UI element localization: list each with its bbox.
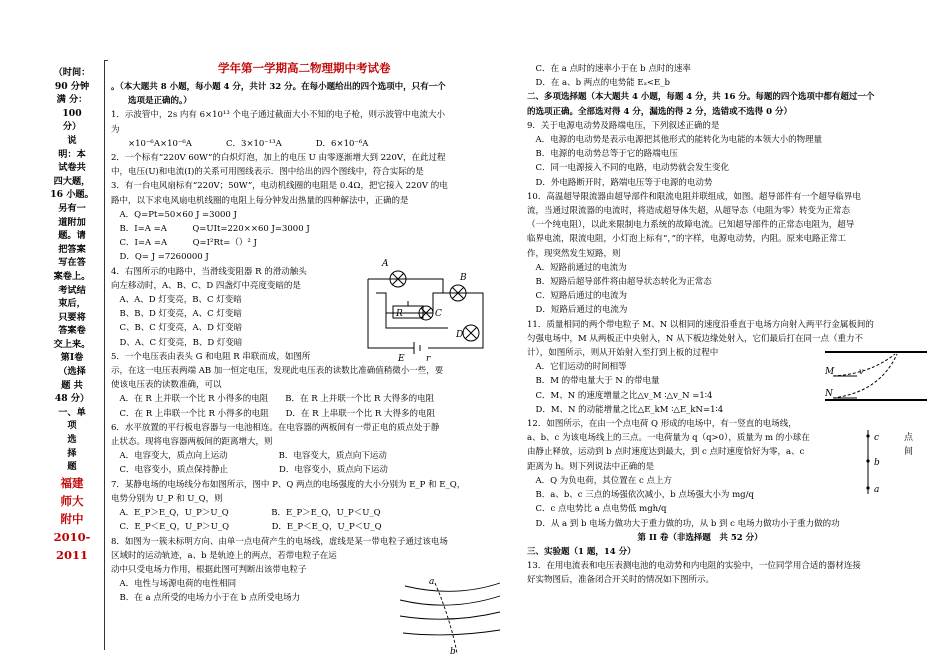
question-line: 使该电压表的读数准确，可以 bbox=[111, 380, 222, 391]
sidebar-instruction-line: 交上来。 bbox=[53, 338, 91, 350]
question-line: C．在 R 上串联一个比 R 小得多的电阻 D．在 R 上串联一个比 R 大得多的电阻 bbox=[111, 408, 436, 419]
question-line: 中，电压(U)和电流(I)的关系可用图线表示．图中给出的四个图线中，符合实际的是 bbox=[111, 167, 424, 178]
question-line: C．I=A =A Q=I²Rt=（）² J bbox=[111, 238, 257, 249]
school-name bbox=[42, 474, 102, 564]
question-line: B．在 a 点所受的电场力小于在 b 点所受电场力 bbox=[111, 593, 301, 604]
margin-divider-tick bbox=[104, 60, 108, 61]
sidebar-instruction-line: 束后， bbox=[58, 298, 86, 310]
parallel-plates-diagram bbox=[825, 346, 930, 406]
question-line: 的选项正确。全部选对得 4 分，漏选的得 2 分，选错或不选得 0 分） bbox=[527, 106, 793, 117]
exam-time-info bbox=[42, 66, 102, 134]
question-line: D．外电路断开时，路端电压等于电源的电动势 bbox=[527, 177, 713, 188]
right-column bbox=[527, 62, 927, 588]
sidebar-instruction-line: 考试结 bbox=[58, 284, 86, 296]
question-line: 10．高温超导限流器由超导部件和限流电阻并联组成，如图。超导部件有一个超导临界电 bbox=[527, 191, 861, 202]
question-line: 5．一个电压表由表头 G 和电阻 R 串联而成，如图所 bbox=[111, 351, 311, 362]
sidebar-instruction-line: （选择 bbox=[58, 366, 86, 378]
question-line: 9．关于电源电动势及路端电压，下列叙述正确的是 bbox=[527, 120, 720, 131]
question-line: C．电容变小，质点保持静止 D．电容变小，质点向下运动 bbox=[111, 465, 388, 476]
sidebar-instruction-line: 项 bbox=[67, 420, 77, 432]
particle-m-label: M bbox=[825, 367, 835, 377]
exam-info-sidebar bbox=[42, 66, 102, 564]
question-line: 选项是正确的。） bbox=[111, 96, 192, 107]
question-line: 二、多项选择题（本大题共 4 小题，每题 4 分，共 16 分。每题的四个选项中都有超过一个 bbox=[527, 92, 875, 103]
question-line: 4．右图所示的电路中，当滑线变阻器 R 的滑动触头 bbox=[111, 266, 307, 277]
question-line: C．同一电源接入不同的电路，电动势就会发生变化 bbox=[527, 163, 730, 174]
question-line: 作，现突然发生短路，则 bbox=[527, 248, 621, 259]
question-line: A．电源的电动势是表示电源把其他形式的能转化为电能的本领大小的物理量 bbox=[527, 135, 823, 146]
question-line: C．M、N 的速度增量之比△v_M ∶△v_N =1∶4 bbox=[527, 390, 713, 401]
question-line: A．它们运动的时间相等 bbox=[527, 362, 627, 373]
question-line: 匀强电场中，M 从两板正中央射入，N 从下板边缘处射入，它们最后打在同一点（重力不 bbox=[527, 333, 864, 344]
sidebar-instruction-line: 择 bbox=[67, 447, 77, 459]
school-name-line: 附中 bbox=[60, 511, 84, 526]
question-line: D．从 a 到 b 电场力做功大于重力做的功，从 b 到 c 电场力做功小于重力做的功 bbox=[527, 518, 840, 529]
question-line: 。（本大题共 8 小题，每小题 4 分，共计 32 分。在每小题给出的四个选项中，只有一个 bbox=[111, 82, 446, 92]
circuit-diagram bbox=[348, 253, 498, 368]
question-line: D．Q= J =7260000 J bbox=[111, 252, 209, 263]
sidebar-line: （时间： bbox=[53, 67, 91, 78]
question-line: B．短路后超导部件将由超导状态转化为正常态 bbox=[527, 277, 712, 288]
sidebar-instruction-line: 16 小题。 bbox=[50, 189, 94, 201]
question-line: D．在 a、b 两点的电势能 Eₐ<E_b bbox=[527, 78, 670, 89]
question-line: 13．在用电流表和电压表测电池的电动势和内电阻的实验中，一位同学用合适的器材连接 bbox=[527, 561, 861, 572]
question-line: D．M、N 的动能增量之比△E_kM ∶△E_kN=1∶4 bbox=[527, 404, 724, 415]
school-name-line: 师大 bbox=[60, 493, 84, 508]
question-line: A．Q 为负电荷，其位置在 c 点上方 bbox=[527, 475, 672, 486]
rheostat-label: R bbox=[396, 309, 403, 319]
question-line: A．E_P＞E_Q，U_P＞U_Q B．E_P＞E_Q，U_P＜U_Q bbox=[111, 508, 381, 519]
lamp-a-label: A bbox=[382, 259, 389, 269]
sidebar-instruction-line: 把答案 bbox=[58, 243, 86, 255]
question-line: 1．示波管中，2s 内有 6×10¹³ 个电子通过截面大小不知的电子枪，则示波管中电流大小 bbox=[111, 110, 445, 121]
question-line: （一个纯电阻），以此来限制电力系统的故障电流。已知超导部件的正常态电阻为，超导 bbox=[527, 220, 855, 231]
point-suffix-label: 点 bbox=[904, 433, 914, 443]
point-c-label: c bbox=[874, 433, 880, 443]
question-line: B．电源的电动势总等于它的路端电压 bbox=[527, 149, 678, 160]
lamp-b-label: B bbox=[460, 273, 467, 283]
sidebar-instruction-line: 答案卷 bbox=[58, 325, 86, 337]
sidebar-line: 满 分： bbox=[56, 94, 88, 106]
resistance-label: r bbox=[426, 354, 431, 364]
sidebar-instruction-line: 只要将 bbox=[58, 311, 86, 323]
question-line: A、A、D 灯变亮，B、C 灯变暗 bbox=[111, 295, 242, 306]
sidebar-line: 100 bbox=[62, 107, 82, 119]
question-line: C．E_P＜E_Q，U_P＞U_Q D．E_P＜E_Q，U_P＜U_Q bbox=[111, 522, 382, 533]
question-line: B、B、D 灯变亮，A、C 灯变暗 bbox=[111, 309, 242, 320]
point-b-label: b bbox=[450, 647, 456, 657]
sidebar-instruction-line: 48 分） bbox=[54, 393, 90, 405]
sidebar-instruction-line: 明：本 bbox=[58, 148, 86, 160]
question-line: D．短路后通过的电流为 bbox=[527, 305, 628, 316]
particle-n-label: N bbox=[825, 389, 833, 399]
question-line: 2．一个标有“220V 60W”的白炽灯泡，加上的电压 U 由零逐渐增大到 220V，在此过程 bbox=[111, 153, 446, 164]
question-line: 12．如图所示，在由一个点电荷 Q 形成的电场中，有一竖直的电场线， bbox=[527, 419, 797, 430]
sidebar-line: 分） bbox=[62, 121, 82, 133]
question-line: D、A、C 灯变亮，B、D 灯变暗 bbox=[111, 337, 243, 348]
question-line: 路中，以下求电风扇电机线圈的电阻上每分钟发出热量的四种解法中，正确的是 bbox=[111, 195, 409, 206]
question-line: 11．质量相同的两个带电粒子 M、N 以相同的速度沿垂直于电场方向射入两平行金属板间的 bbox=[527, 319, 874, 330]
question-line: 示，在这一电压表两端 AB 加一恒定电压，发现此电压表的读数比准确值稍微小一些，要 bbox=[111, 366, 444, 377]
question-line: B．I=A =A Q=UIt=220××60 J=3000 J bbox=[111, 224, 310, 235]
sidebar-instruction-line: 题 共 bbox=[61, 379, 83, 391]
sidebar-instruction-line: 说 bbox=[67, 134, 77, 146]
question-line: 临界电流，限流电阻，小灯泡上标有“，”的字样，电源电动势，内阻。原来电路正常工 bbox=[527, 234, 846, 245]
question-line: 距离为 h。则下列说法中正确的是 bbox=[527, 461, 655, 472]
between-label: 间 bbox=[904, 447, 914, 457]
question-line: A．短路前通过的电流为 bbox=[527, 262, 627, 273]
exam-title: 学年第一学期高二物理期中考试卷 bbox=[218, 61, 391, 75]
exam-instructions bbox=[42, 134, 102, 474]
velocity-label: v bbox=[859, 367, 864, 376]
question-line: 止状态。现将电容器两板间的距离增大，则 bbox=[111, 437, 273, 448]
sidebar-line: 90 分钟 bbox=[54, 80, 90, 92]
question-line: 电势分别为 U_P 和 U_Q，则 bbox=[111, 493, 223, 504]
point-b-label: b bbox=[874, 458, 880, 468]
question-line: 向左移动时，A、B、C、D 四盏灯中亮度变暗的是 bbox=[111, 280, 301, 291]
emf-label: E bbox=[398, 354, 405, 364]
question-line: A．电性与场源电荷的电性相同 bbox=[111, 579, 237, 590]
question-line: a、b、c 为该电场线上的三点。一电荷量为 q（q>0），质量为 m 的小球在 bbox=[527, 433, 810, 444]
question-line: 6．水平放置的平行板电容器与一电池相连。在电容器的两板间有一带正电的质点处于静 bbox=[111, 422, 440, 433]
question-line: 为 bbox=[111, 124, 120, 135]
sidebar-instruction-line: 写在答 bbox=[58, 257, 86, 269]
question-line: 计），如图所示，则从开始射入至打到上板的过程中 bbox=[527, 348, 719, 359]
question-line: 第 II 卷（非选择题 共 52 分） bbox=[527, 532, 763, 543]
sidebar-instruction-line: 题。请 bbox=[58, 230, 86, 242]
question-line: 3．有一台电风扇标有“220V；50W”，电动机线圈的电阻是 0.4Ω，把它接入 220V 的电 bbox=[111, 181, 448, 192]
question-line: 8．如图为一簇未标明方向、由单一点电荷产生的电场线，虚线是某一带电粒子通过该电场 bbox=[111, 536, 448, 547]
sidebar-instruction-line: 选 bbox=[67, 434, 77, 446]
question-line: C．短路后通过的电流为 bbox=[527, 291, 628, 302]
field-lines-diagram bbox=[395, 578, 505, 658]
question-line: C．c 点电势比 a 点电势低 mgh/q bbox=[527, 504, 667, 515]
question-line: A．在 R 上并联一个比 R 小得多的电阻 B．在 R 上并联一个比 R 大得多的电阻 bbox=[111, 394, 435, 405]
sidebar-instruction-line: 一、单 bbox=[58, 406, 86, 418]
school-name-line: 2010- bbox=[53, 529, 91, 544]
school-name-line: 2011 bbox=[55, 547, 88, 562]
question-line: C．在 a 点时的速率小于在 b 点时的速率 bbox=[527, 64, 691, 74]
sidebar-instruction-line: 第Ⅰ卷 bbox=[60, 352, 84, 364]
question-line: ×10⁻⁶A×10⁻⁶A C．3×10⁻¹³A D．6×10⁻⁶A bbox=[111, 138, 369, 149]
question-line: 7．某静电场的电场线分布如图所示，图中 P、Q 两点的电场强度的大小分别为 E_P 和 E_Q， bbox=[111, 479, 466, 490]
vertical-field-line-diagram bbox=[860, 428, 930, 498]
sidebar-instruction-line: 案卷上。 bbox=[53, 270, 91, 282]
sidebar-instruction-line: 题 bbox=[67, 461, 77, 473]
school-name-line: 福建 bbox=[60, 475, 84, 490]
question-line: 好实物图后，准备闭合开关时的情况如下图所示。 bbox=[527, 575, 715, 586]
margin-divider bbox=[104, 60, 105, 650]
question-line: 流，当通过限流器的电流时，将造成超导体失超，从超导态（电阻为零）转变为正常态 bbox=[527, 206, 851, 217]
question-line: 动中只受电场力作用，根据此图可判断出该带电粒子 bbox=[111, 564, 307, 575]
sidebar-instruction-line: 另有一 bbox=[58, 202, 86, 214]
lamp-d-label: D bbox=[456, 330, 464, 340]
sidebar-instruction-line: 试卷共 bbox=[58, 162, 86, 174]
sidebar-instruction-line: 道附加 bbox=[58, 216, 86, 228]
point-a-label: a bbox=[874, 485, 880, 495]
question-line: 区域时的运动轨迹，a、b 是轨迹上的两点，若带电粒子在运 bbox=[111, 550, 337, 561]
point-a-label: a bbox=[429, 578, 435, 587]
question-line: A．Q=Pt=50×60 J =3000 J bbox=[111, 209, 237, 220]
question-line: 由静止释放，运动到 b 点时速度达到最大，到 c 点时速度恰好为零，a、c bbox=[527, 447, 805, 458]
lamp-c-label: C bbox=[435, 309, 442, 319]
question-line: C、B、C 灯变亮，A、D 灯变暗 bbox=[111, 323, 243, 334]
sidebar-instruction-line: 四大题， bbox=[53, 175, 91, 187]
question-line: A．电容变大，质点向上运动 B．电容变大，质点向下运动 bbox=[111, 451, 387, 462]
question-line: B．M 的带电量大于 N 的带电量 bbox=[527, 376, 660, 387]
question-line: B．a、b、c 三点的场强依次减小，b 点场强大小为 mg/q bbox=[527, 490, 754, 501]
question-line: 三、实验题（1 题，14 分） bbox=[527, 546, 636, 557]
